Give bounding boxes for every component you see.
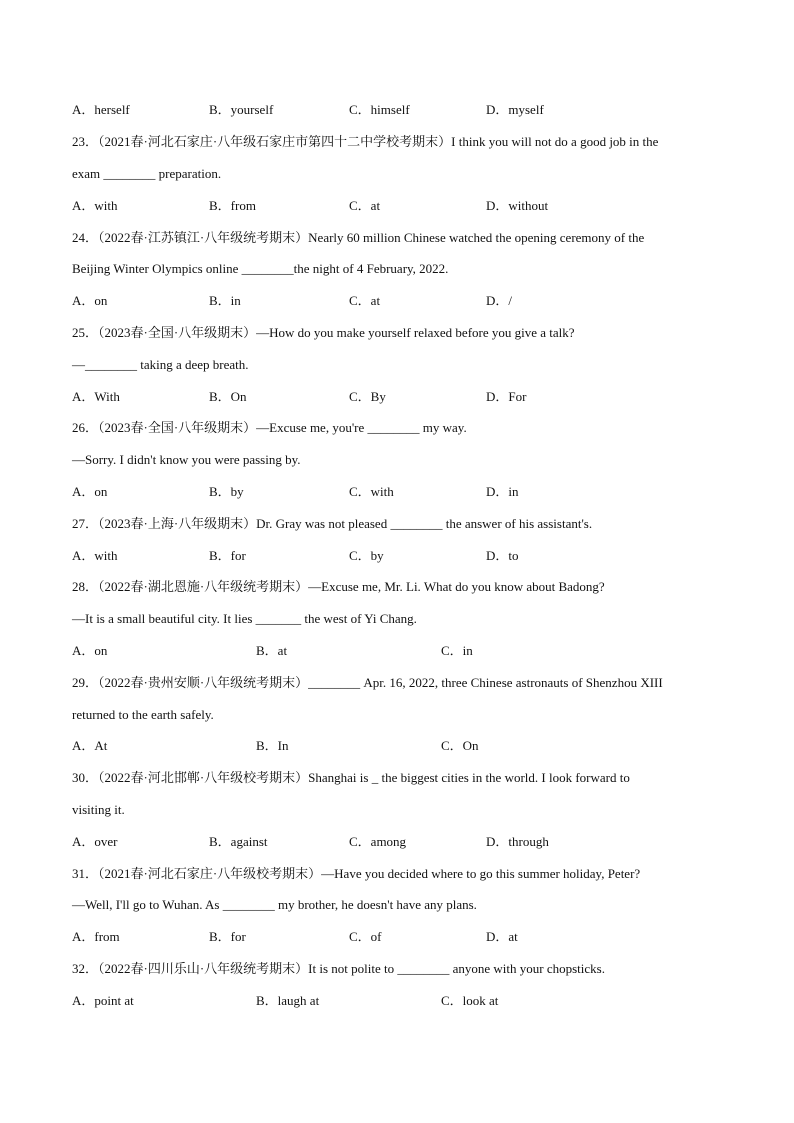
q32-options xyxy=(72,993,722,1009)
option-b: B．for xyxy=(209,548,246,563)
q28-stem-line2: —It is a small beautiful city. It lies _______ the west of Yi Chang. xyxy=(72,611,417,626)
q25-options xyxy=(72,389,722,405)
q27-stem-line1: 27．（2023春·上海·八年级期末）Dr. Gray was not pleased ________ the answer of his assistant's. xyxy=(72,516,593,531)
q27-options xyxy=(72,548,722,564)
option-d: D．without xyxy=(486,198,549,213)
option-c: C．himself xyxy=(349,102,410,117)
option-d: D．in xyxy=(486,484,519,499)
q30-stem-line1: 30．（2022春·河北邯郸·八年级校考期末）Shanghai is _ the biggest cities in the world. I look forward to xyxy=(72,770,630,785)
q31-stem-line2: —Well, I'll go to Wuhan. As ________ my brother, he doesn't have any plans. xyxy=(72,897,477,912)
option-a: A．with xyxy=(72,548,118,563)
option-c: C．On xyxy=(441,738,479,753)
option-a: A．on xyxy=(72,293,108,308)
option-b: B．at xyxy=(256,643,288,658)
option-b: B．On xyxy=(209,389,247,404)
option-a: A．herself xyxy=(72,102,130,117)
option-a: A．With xyxy=(72,389,120,404)
option-c: C．by xyxy=(349,548,384,563)
q30-stem-line2: visiting it. xyxy=(72,802,125,817)
option-b: B．for xyxy=(209,929,246,944)
option-d: D．at xyxy=(486,929,518,944)
q31-stem-line1: 31．（2021春·河北石家庄·八年级校考期末）—Have you decided where to go this summer holiday, Peter? xyxy=(72,866,641,881)
q26-stem-line2: —Sorry. I didn't know you were passing by. xyxy=(72,452,301,467)
q26-stem-line1: 26．（2023春·全国·八年级期末）—Excuse me, you're ________ my way. xyxy=(72,420,467,435)
option-a: A．from xyxy=(72,929,120,944)
q32-stem-line1: 32．（2022春·四川乐山·八年级统考期末）It is not polite to ________ anyone with your chopsticks. xyxy=(72,961,605,976)
q28-stem-line1: 28．（2022春·湖北恩施·八年级统考期末）—Excuse me, Mr. Li. What do you know about Badong? xyxy=(72,579,605,594)
q26-options xyxy=(72,484,722,500)
q28-options xyxy=(72,643,722,659)
q24-stem-line1: 24．（2022春·江苏镇江·八年级统考期末）Nearly 60 million Chinese watched the opening ceremony of the xyxy=(72,230,645,245)
option-a: A．At xyxy=(72,738,108,753)
option-a: A．point at xyxy=(72,993,134,1008)
q23-options xyxy=(72,198,722,214)
option-c: C．at xyxy=(349,293,381,308)
option-c: C．with xyxy=(349,484,394,499)
option-c: C．at xyxy=(349,198,381,213)
option-c: C．of xyxy=(349,929,382,944)
q23-stem-line1: 23．（2021春·河北石家庄·八年级石家庄市第四十二中学校考期末）I think you will not do a good job in the xyxy=(72,134,659,149)
option-d: D．myself xyxy=(486,102,544,117)
option-b: B．laugh at xyxy=(256,993,320,1008)
option-b: B．in xyxy=(209,293,241,308)
q31-options xyxy=(72,929,722,945)
option-c: C．look at xyxy=(441,993,499,1008)
option-d: D．/ xyxy=(486,293,513,308)
option-b: B．yourself xyxy=(209,102,274,117)
option-d: D．to xyxy=(486,548,519,563)
option-b: B．In xyxy=(256,738,289,753)
q24-stem-line2: Beijing Winter Olympics online ________the night of 4 February, 2022. xyxy=(72,261,449,276)
option-c: C．in xyxy=(441,643,473,658)
option-a: A．on xyxy=(72,484,108,499)
option-b: B．by xyxy=(209,484,244,499)
q29-stem-line2: returned to the earth safely. xyxy=(72,707,214,722)
q29-options xyxy=(72,738,722,754)
q30-options xyxy=(72,834,722,850)
q23-stem-line2: exam ________ preparation. xyxy=(72,166,222,181)
option-a: A．with xyxy=(72,198,118,213)
option-a: A．on xyxy=(72,643,108,658)
q24-options xyxy=(72,293,722,309)
q25-stem-line1: 25．（2023春·全国·八年级期末）—How do you make yourself relaxed before you give a talk? xyxy=(72,325,575,340)
option-d: D．through xyxy=(486,834,549,849)
option-c: C．By xyxy=(349,389,386,404)
option-c: C．among xyxy=(349,834,407,849)
option-b: B．against xyxy=(209,834,268,849)
option-b: B．from xyxy=(209,198,256,213)
option-a: A．over xyxy=(72,834,118,849)
q22-options xyxy=(72,102,722,118)
q25-stem-line2: —________ taking a deep breath. xyxy=(72,357,249,372)
q29-stem-line1: 29．（2022春·贵州安顺·八年级统考期末）________ Apr. 16, 2022, three Chinese astronauts of Shenzhou XIII xyxy=(72,675,663,690)
option-d: D．For xyxy=(486,389,527,404)
